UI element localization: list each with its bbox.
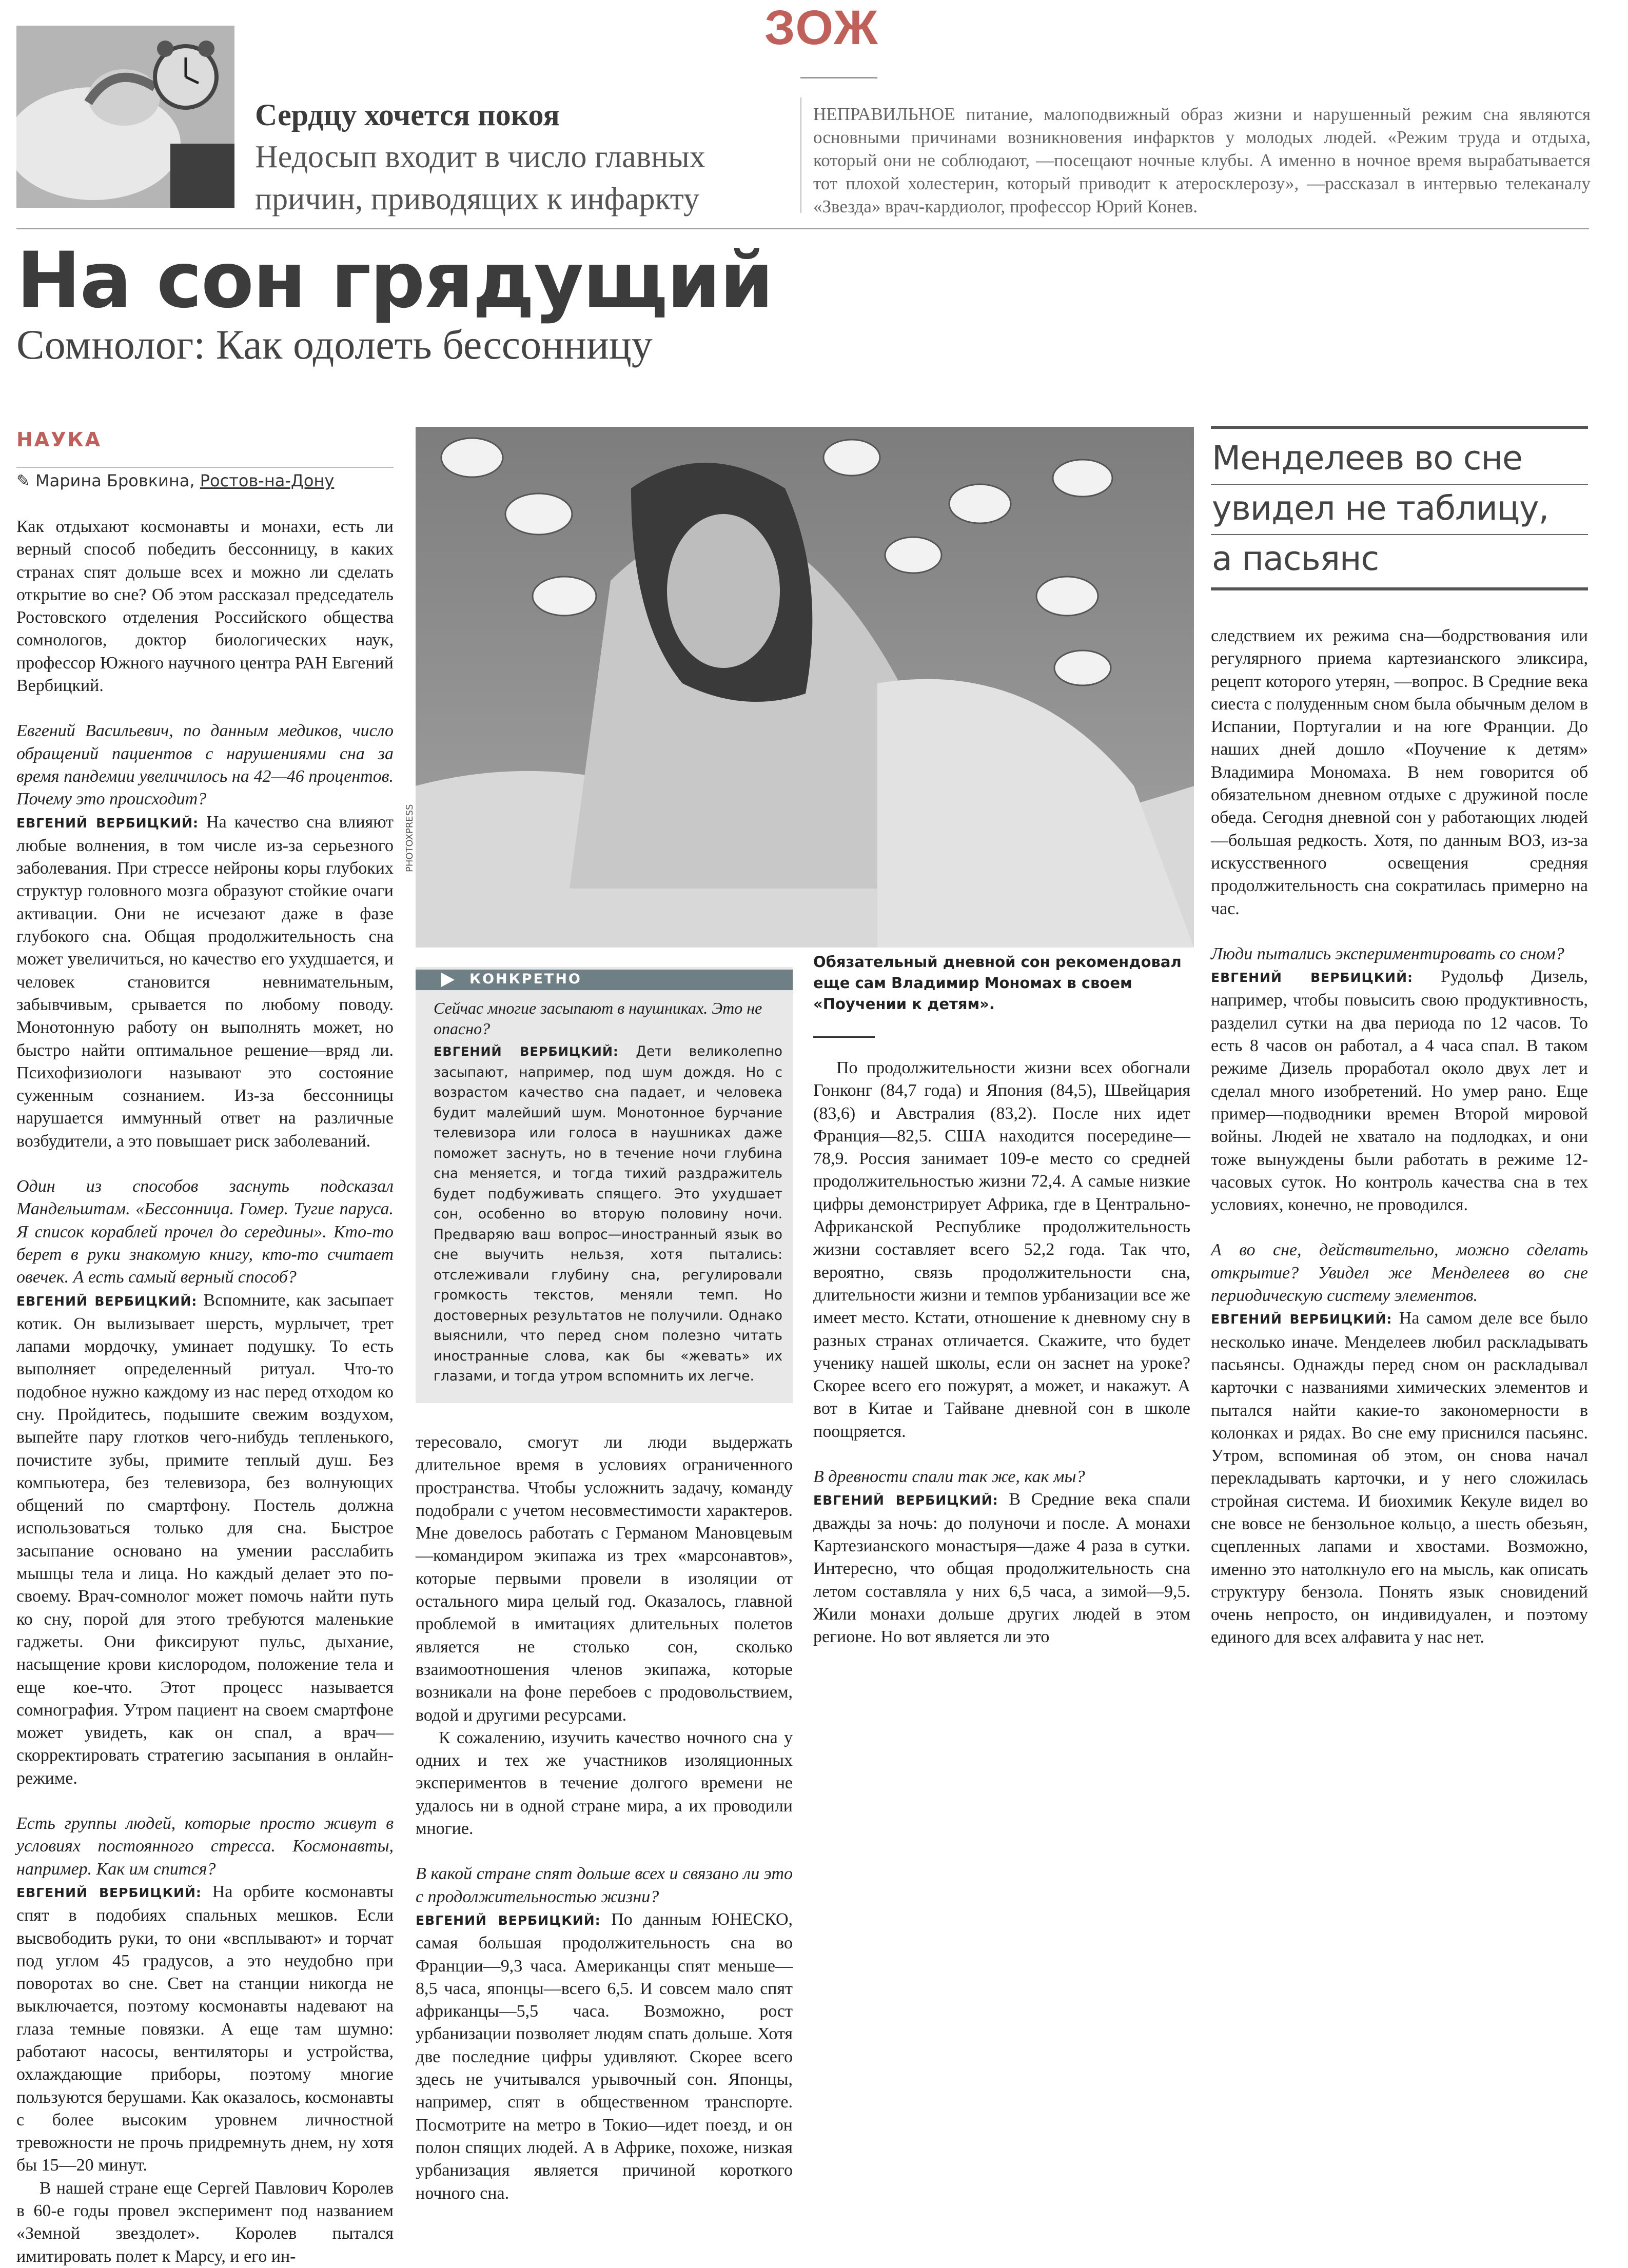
top-story-subheading-line: Недосып входит в число главных bbox=[255, 140, 705, 174]
answer-text: Вспомните, как засыпает котик. Он вылизывает шерсть, мурлычет, трет лапами мордочку, уминает подушку. То есть выполняет определенный ритуал. Что-то подобное нужно каждому из нас перед отходом ко сну. Пройдитесь, подышите свежим воздухом, выпейте пару глотков чего-нибудь тепленького, почистите зубы, примите теплый душ. Без компьютера, без телевизора, без волнующих общений по смартфону. Постель должна использоваться только для сна. Быстрое засыпание основано на умении расслабить мышцы тела и лица. Но каждый делает это по-своему. Врач-сомнолог может помочь найти путь ко сну, порой для этого требуются маленькие гаджеты. Они фиксируют пульс, дыхание, насыщение крови кислородом, положение тела и еще кое-что. Этот процесс называется сомнография. Утром пациент на своем смартфоне может увидеть, как он спал, а врач—скорректировать стратегию засыпания в онлайн-режиме. bbox=[16, 1290, 394, 1788]
top-story-text bbox=[813, 103, 1591, 218]
answer-text: Рудольф Дизель, например, чтобы повысить свою продуктивность, разделил сутки на два периода по 12 часов. То есть 8 часов он работал, а 4 часа спал. В таком режиме Дизель проработал около двух лет и сделал много изобретений. Но умер рано. Еще пример—подводники времен Второй мировой войны. Людей не хватало на подлодках, и они тоже вынуждены были работать в режиме 12-часовых суток. Но контроль качества сна в тех условиях, конечно, не проводился. bbox=[1211, 967, 1588, 1215]
answer bbox=[813, 1488, 1190, 1648]
intro-paragraph: Как отдыхают космонавты и монахи, есть ли верный способ победить бессонницу, в каких странах спят дольше всех и можно ли сделать открытие во сне? Об этом рассказал председатель Ростовского отделения Российского общества сомнологов, доктор биологических наук, профессор Южного научного центра РАН Евгений Вербицкий. bbox=[16, 517, 394, 696]
speaker-label: ЕВГЕНИЙ ВЕРБИЦКИЙ: bbox=[434, 1044, 619, 1059]
question: А во сне, действительно, можно сделать открытие? Увидел же Менделеев во сне периодическую систему элементов. bbox=[1211, 1240, 1588, 1306]
speaker-label: ЕВГЕНИЙ ВЕРБИЦКИЙ: bbox=[416, 1912, 601, 1928]
column-2 bbox=[416, 1431, 793, 2205]
column-4 bbox=[1211, 625, 1588, 1649]
answer bbox=[1211, 1307, 1588, 1649]
column-1 bbox=[16, 516, 394, 2268]
pullquote-line: Менделеев во сне bbox=[1212, 439, 1522, 478]
top-story-lead: НЕПРАВИЛЬНОЕ bbox=[813, 104, 955, 124]
question: Люди пытались экспериментировать со сном? bbox=[1211, 944, 1564, 963]
top-story-subheading bbox=[255, 136, 819, 220]
speaker-label: ЕВГЕНИЙ ВЕРБИЦКИЙ: bbox=[813, 1493, 998, 1508]
speaker-label: ЕВГЕНИЙ ВЕРБИЦКИЙ: bbox=[16, 1293, 198, 1309]
arrow-right-icon bbox=[441, 973, 455, 987]
top-story-subheading-line: причин, приводящих к инфаркту bbox=[255, 182, 700, 216]
photo-credit: PHOTOXPRESS bbox=[404, 804, 415, 872]
speaker-label: ЕВГЕНИЙ ВЕРБИЦКИЙ: bbox=[1211, 1312, 1392, 1327]
top-story-heading: Сердцу хочется покоя bbox=[255, 98, 560, 132]
answer bbox=[416, 1908, 793, 2205]
answer bbox=[16, 811, 394, 1153]
sleeping-person-thumbnail bbox=[16, 26, 234, 208]
pencil-icon: ✎ bbox=[16, 471, 30, 490]
paragraph: По продолжительности жизни всех обогнали Гонконг (84,7 года) и Япония (84,5), Швейцария (83,6) и Австралия (83,2). После них идет Франция—82,5. США находится посередине—78,9. Россия занимает 109-е место со средней продолжительностью жизни 72,4. А самые низкие цифры демонстрирует Африка, где в Центрально-Африканской Республике продолжительность жизни составляет всего 52,2 года. Так что, вероятно, связь продолжительности сна, длительности жизни и темпов урбанизации все же имеет место. Кстати, отношение к дневному сну в разных странах отличается. Скажите, что будет ученику нашей школы, если он заснет на уроке? Скорее всего его пожурят, а может, и накажут. А вот в Китае и Тайване дневной сон в школе поощряется. bbox=[813, 1058, 1190, 1441]
pullquote-rule-bottom bbox=[1211, 587, 1588, 590]
question: Есть группы людей, которые просто живут в условиях постоянного стресса. Космонавты, например. Как им спится? bbox=[16, 1814, 394, 1879]
answer-text: На орбите космонавты спят в подобиях спальных мешков. Если высвободить руки, то они «всплывают» и торчат под углом 45 градусов, а это неудобно при поворотах во сне. Свет на станции никогда не выключается, поэтому космонавты надевают на глаза темные повязки. А еще там шумно: работают насосы, вентиляторы и устройства, охлаждающие приборы, поэтому многие пользуются берушами. Как оказалось, космонавты с более высоким уровнем личностной тревожности не прочь придремнуть днем, ну хотя бы 15—20 минут. bbox=[16, 1882, 394, 2175]
speaker-label: ЕВГЕНИЙ ВЕРБИЦКИЙ: bbox=[16, 815, 199, 831]
question: В древности спали так же, как мы? bbox=[813, 1467, 1085, 1487]
answer-text: На качество сна влияют любые волнения, в том числе из-за серьезного заболевания. При стрессе нейроны коры глубоких структур головного мозга образуют стойкие очаги активации. Они не исчезают даже в фазе глубокого сна. Общая продолжительность сна может увеличиться, но качество его ухудшается, и человек становится невнимательным, забывчивым, срывается по любому поводу. Монотонную работу он выполнять может, но быстро найти оптимальное решение—вряд ли. Психофизиологи называют это состояние суженным сознанием. Из-за бессонницы нарушается иммунный ответ на различные возбудители, а это повышает риск заболеваний. bbox=[16, 812, 394, 1151]
article-title: На сон грядущий bbox=[16, 236, 773, 325]
paragraph: следствием их режима сна—бодрствования или регулярного приема картезианского эликсира, рецепт которого утерян, —вопрос. В Средние века сиеста с полуденным сном была обычным делом в Испании, Португалии и на юге Франции. До наших дней дошло «Поучение к детям» Владимира Мономаха. В нем говорится об обязательном дневном отдыхе с дружиной после обеда. Сегодня дневной сон у работающих людей—большая редкость. Хотя, по данным ВОЗ, из-за искусственного освещения средняя продолжительность сна сократилась примерно на час. bbox=[1211, 626, 1588, 918]
sidebar-box-answer bbox=[434, 1041, 782, 1387]
paragraph: В нашей стране еще Сергей Павлович Королев в 60-е годы провел эксперимент под названием «Земной звездолет». Королев пытался имитировать полет к Марсу, и его ин- bbox=[16, 2178, 394, 2266]
woman-sleeping-image bbox=[416, 427, 1194, 948]
rubric: НАУКА bbox=[16, 428, 102, 451]
section-title: ЗОЖ bbox=[764, 1, 879, 55]
speaker-label: ЕВГЕНИЙ ВЕРБИЦКИЙ: bbox=[1211, 970, 1414, 985]
question: Евгений Васильевич, по данным медиков, число обращений пациентов с нарушениями сна за время пандемии увеличилось на 42—46 процентов. Почему это происходит? bbox=[16, 721, 394, 809]
caption-rule bbox=[813, 1036, 875, 1038]
author-city: Ростов-на-Дону bbox=[200, 471, 335, 490]
pullquote-divider bbox=[1211, 484, 1588, 485]
pullquote bbox=[1212, 433, 1589, 584]
column-3 bbox=[813, 1057, 1190, 1648]
pullquote-divider bbox=[1211, 534, 1588, 535]
answer bbox=[1211, 965, 1588, 1216]
pullquote-line: а пасьянс bbox=[1212, 540, 1379, 578]
article-subtitle: Сомнолог: Как одолеть бессонницу bbox=[16, 321, 653, 368]
paragraph: К сожалению, изучить качество ночного сна у одних и тех же участников изоляционных экспериментов в течение долгого времени не удалось ни в одной стране мира, а их проводили многие. bbox=[416, 1728, 793, 1839]
rubric-rule bbox=[16, 467, 394, 468]
pullquote-rule-top bbox=[1211, 426, 1588, 429]
section-divider bbox=[800, 77, 877, 78]
pullquote-line: увидел не таблицу, bbox=[1212, 489, 1549, 528]
top-story-body: питание, малоподвижный образ жизни и нарушенный режим сна являются основными причинами возникновения инфарктов у молодых людей. «Режим труда и отдыха, который они не соблюдают, —посещают ночные клубы. А именно в ночное время вырабатывается тот плохой холестерин, который приводит к атеросклерозу», —рассказал в интервью телеканалу «Звезда» врач-кардиолог, профессор Юрий Конев. bbox=[813, 104, 1591, 216]
answer bbox=[16, 1881, 394, 2177]
column-divider bbox=[800, 97, 801, 213]
header-rule bbox=[16, 228, 1589, 229]
sidebar-box-question: Сейчас многие засыпают в наушниках. Это не опасно? bbox=[434, 999, 762, 1038]
main-photo bbox=[416, 427, 1194, 948]
answer-text: На самом деле все было несколько иначе. Менделеев любил раскладывать пасьянсы. Однажды перед сном он раскладывал карточки с названиями химических элементов и пытался найти какие-то закономерности в колонках и рядах. Во сне ему приснился пасьянс. Утром, вспоминая об этом, он снова начал перекладывать карточки, и у него сложилась стройная система. И биохимик Кекуле видел во сне вовсе не бензольное кольцо, а шесть обезьян, сцепленных лапами и хвостами. Возможно, именно это натолкнуло его на мысль, как описать структуру бензола. Понять язык сновидений очень непросто, он индивидуален, и поэтому единого для всех алфавита у нас нет. bbox=[1211, 1309, 1588, 1647]
sidebar-box-answer-text: Дети великолепно засыпают, например, под шум дождя. Но с возрастом качество сна падает, и человека будит малейший шум. Монотонное бурчание телевизора или голоса в наушниках даже поможет заснуть, но в течение ночи глубина сна меняется, и тогда тихий раздражитель будет подбуживать спящего. Это ухудшает сон, особенно во вторую половину ночи. Предваряю ваш вопрос—иностранный язык во сне выучить нельзя, хотя пытались: отслеживали глубину сна, регулировали громкость текстов, меняли темп. Но достоверных результатов не получили. Однако выяснили, что перед сном полезно читать иностранные слова, как бы «жевать» их глазами, и тогда утром вспомнить их легче. bbox=[434, 1043, 783, 1384]
author-name: Марина Бровкина, bbox=[35, 471, 195, 490]
question: В какой стране спят дольше всех и связано ли это с продолжительностью жизни? bbox=[416, 1864, 793, 1906]
author-line bbox=[16, 471, 394, 490]
answer-text: По данным ЮНЕСКО, самая большая продолжительность сна во Франции—9,3 часа. Американцы спят меньше—8,5 часа, японцы—всего 6,5. И совсем мало спят африканцы—5,5 часа. Возможно, рост урбанизации позволяет людям спать дольше. Хотя две последние цифры удивляют. Скорее всего здесь не учитывался урывочный сон. Японцы, например, спят в общественном транспорте. Посмотрите на метро в Токио—идет поезд, и он полон спящих людей. А в Африке, похоже, низкая урбанизация является причиной короткого ночного сна. bbox=[416, 1909, 793, 2203]
paragraph: тересовало, смогут ли люди выдержать длительное время в условиях ограниченного пространства. Чтобы усложнить задачу, команду подобрали с учетом несовместимости характеров. Мне довелось работать с Германом Мановцевым—командиром экипажа из трех «марсонавтов», которые первыми провели в изоляции от остального мира целый год. Оказалось, главной проблемой в имитациях длительных полетов является не столько сон, сколько взаимоотношения членов экипажа, которые возникали на фоне перебоев с продовольствием, водой и другими ресурсами. bbox=[416, 1433, 793, 1725]
sidebar-box-label: КОНКРЕТНО bbox=[469, 971, 582, 987]
question: Один из способов заснуть подсказал Мандельштам. «Бессонница. Гомер. Тугие паруса. Я список кораблей прочел до середины». Кто-то берет в руки знакомую книгу, кто-то считает овечек. А есть самый верный способ? bbox=[16, 1177, 394, 1287]
speaker-label: ЕВГЕНИЙ ВЕРБИЦКИЙ: bbox=[16, 1885, 202, 1900]
answer bbox=[16, 1289, 394, 1790]
alarm-clock-illustration bbox=[16, 26, 234, 208]
photo-caption: Обязательный дневной сон рекомендовал еще сам Владимир Мономах в своем «Поучении к детям». bbox=[813, 953, 1182, 1013]
answer-text: В Средние века спали дважды за ночь: до полуночи и после. А монахи Картезианского монастыря—даже 4 раза в сутки. Интересно, что общая продолжительность сна летом составляла у них 6,5 часа, а зимой—9,5. Жили монахи дольше других людей в этом регионе. Но вот является ли это bbox=[813, 1490, 1191, 1647]
